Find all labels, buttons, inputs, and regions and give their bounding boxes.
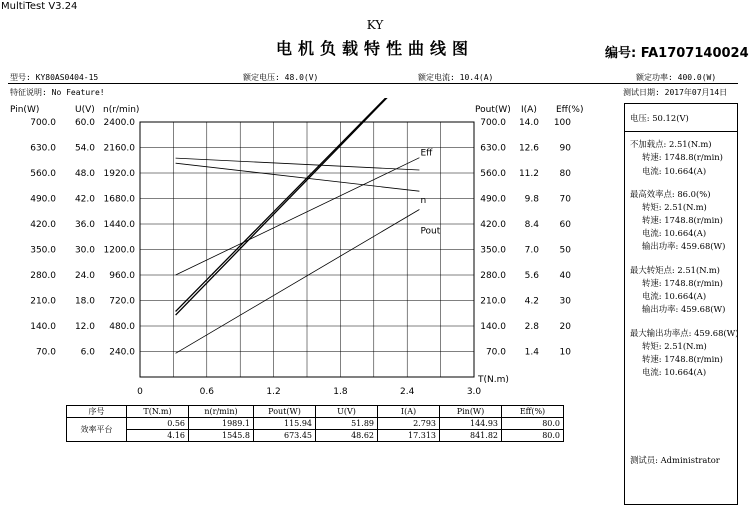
col-header: Pin(W) [440, 406, 502, 418]
header-eff: Eff(%) [556, 105, 584, 115]
tick-label: 210.0 [30, 296, 56, 307]
table-cell: 48.62 [316, 430, 378, 442]
tick-label: 560.0 [480, 169, 506, 179]
max-torque-speed: 转速: 1748.8(r/min) [642, 278, 723, 288]
feature-label: 特征说明: No Feature! [10, 88, 105, 97]
table-cell: 4.16 [127, 430, 189, 442]
tick-label: 2.8 [524, 322, 539, 332]
tick-label: 20 [559, 322, 571, 332]
tick-label: 1680.0 [103, 194, 135, 205]
table-header-row [67, 406, 564, 418]
tick-label: 70 [559, 194, 571, 205]
tick-label: 1200.0 [103, 245, 135, 256]
tick-label: 60.0 [74, 118, 95, 128]
x-tick-label: 0.6 [199, 387, 214, 397]
tick-label: 60 [559, 220, 571, 230]
no-load-speed: 转速: 1748.8(r/min) [642, 152, 723, 162]
tick-label: 960.0 [109, 271, 135, 281]
tick-label: 11.2 [518, 169, 539, 179]
table-cell: 80.0 [502, 418, 564, 430]
tick-label: 12.6 [518, 143, 539, 154]
tick-label: 24.0 [74, 271, 95, 281]
max-eff-torque: 转矩: 2.51(N.m) [642, 202, 707, 212]
series-line [176, 98, 420, 315]
header-i: I(A) [521, 105, 537, 115]
series-label: n [420, 196, 427, 207]
col-header: 序号 [67, 406, 127, 418]
efficiency-table [66, 405, 564, 442]
table-cell: 51.89 [316, 418, 378, 430]
app-title: MultiTest V3.24 [1, 1, 78, 12]
row-label: 效率平台 [67, 418, 127, 442]
table-cell: 1989.1 [189, 418, 254, 430]
tick-label: 80 [559, 169, 571, 179]
tick-label: 30.0 [74, 245, 95, 256]
tick-label: 560.0 [30, 169, 56, 179]
tick-label: 9.8 [524, 194, 539, 205]
table-cell: 115.94 [254, 418, 316, 430]
tick-label: 630.0 [480, 143, 506, 154]
x-tick-label: 1.2 [266, 387, 281, 397]
tick-label: 54.0 [74, 143, 95, 154]
tick-label: 7.0 [524, 245, 539, 256]
info-divider [8, 83, 738, 84]
no-load-title: 不加载点: 2.51(N.m) [630, 139, 712, 149]
tick-label: 6.0 [80, 347, 95, 358]
series-line [176, 98, 420, 311]
tick-label: 2160.0 [103, 143, 135, 154]
series-lines [176, 98, 420, 353]
tick-label: 10 [559, 347, 571, 358]
chart-title: 电机负载特性曲线图 [275, 39, 474, 58]
no-load-current: 电流: 10.664(A) [642, 166, 707, 176]
tick-label: 14.0 [518, 118, 539, 128]
max-torque-power: 输出功率: 459.68(W) [642, 304, 726, 314]
max-power-torque: 转矩: 2.51(N.m) [642, 341, 707, 351]
max-eff-power: 输出功率: 459.68(W) [642, 241, 726, 251]
brand-label: KY [366, 18, 384, 32]
tick-label: 70.0 [485, 347, 506, 358]
tick-label: 630.0 [30, 143, 56, 154]
tick-label: 350.0 [30, 245, 56, 256]
tick-label: 1.4 [524, 347, 539, 358]
characteristic-chart [0, 98, 620, 403]
max-power-speed: 转速: 1748.8(r/min) [642, 354, 723, 364]
tick-label: 70.0 [35, 347, 56, 358]
tick-label: 42.0 [74, 194, 95, 205]
series-label: Eff [420, 148, 433, 159]
tick-label: 700.0 [480, 118, 506, 128]
tick-label: 12.0 [74, 322, 95, 332]
serial-number: 编号: FA1707140024 [605, 46, 749, 61]
tick-label: 36.0 [74, 220, 95, 230]
x-tick-label: 2.4 [400, 387, 415, 397]
col-header: T(N.m) [127, 406, 189, 418]
header-u: U(V) [75, 105, 95, 115]
chart-grid [140, 122, 474, 377]
tick-label: 2400.0 [103, 118, 135, 128]
col-header: I(A) [378, 406, 440, 418]
header-pin: Pin(W) [10, 105, 40, 115]
tick-label: 50 [559, 245, 571, 256]
table-row [67, 418, 564, 430]
header-n: n(r/min) [103, 105, 140, 115]
rated-current-label: 额定电流: 10.4(A) [418, 73, 494, 82]
results-panel [624, 103, 738, 505]
tick-label: 140.0 [30, 322, 56, 332]
tick-label: 420.0 [480, 220, 506, 230]
table-cell: 673.45 [254, 430, 316, 442]
max-torque-current: 电流: 10.664(A) [642, 291, 707, 301]
voltage-value: 电压: 50.12(V) [630, 113, 689, 123]
tick-label: 100 [553, 118, 571, 128]
header-pout: Pout(W) [475, 105, 511, 115]
tick-label: 280.0 [30, 271, 56, 281]
tick-label: 30 [559, 296, 571, 307]
tick-label: 350.0 [480, 245, 506, 256]
tick-label: 280.0 [480, 271, 506, 281]
x-axis-label: T(N.m) [478, 375, 509, 385]
max-eff-current: 电流: 10.664(A) [642, 228, 707, 238]
table-cell: 144.93 [440, 418, 502, 430]
x-tick-label: 0 [137, 387, 143, 397]
right-axis-ticks [480, 118, 571, 358]
table-cell: 841.82 [440, 430, 502, 442]
tick-label: 490.0 [480, 194, 506, 205]
tick-label: 490.0 [30, 194, 56, 205]
table-cell: 1545.8 [189, 430, 254, 442]
left-axis-ticks [30, 118, 135, 358]
tick-label: 40 [559, 271, 571, 281]
max-eff-speed: 转速: 1748.8(r/min) [642, 215, 723, 225]
col-header: Pout(W) [254, 406, 316, 418]
tick-label: 1920.0 [103, 169, 135, 179]
max-power-title: 最大输出功率点: 459.68(W) [630, 328, 739, 338]
tick-label: 700.0 [30, 118, 56, 128]
col-header: n(r/min) [189, 406, 254, 418]
voltage-row [625, 104, 737, 132]
series-label: Pout [420, 226, 441, 237]
x-axis-ticks [137, 387, 481, 397]
tick-label: 1440.0 [103, 220, 135, 230]
series-line [176, 158, 420, 275]
tick-label: 420.0 [30, 220, 56, 230]
table-row [67, 430, 564, 442]
tick-label: 720.0 [109, 296, 135, 307]
x-tick-label: 3.0 [466, 387, 482, 397]
model-label: 型号: KY80AS0404-15 [10, 73, 99, 82]
max-torque-title: 最大转矩点: 2.51(N.m) [630, 265, 720, 275]
table-cell: 0.56 [127, 418, 189, 430]
tick-label: 90 [559, 143, 571, 154]
test-date-label: 测试日期: 2017年07月14日 [623, 88, 728, 97]
tick-label: 8.4 [524, 220, 539, 230]
tester-label: 测试员: Administrator [630, 455, 720, 465]
tick-label: 4.2 [524, 296, 539, 307]
tick-label: 18.0 [74, 296, 95, 307]
rated-voltage-label: 额定电压: 48.0(V) [243, 73, 319, 82]
table-cell: 17.313 [378, 430, 440, 442]
rated-power-label: 额定功率: 400.0(W) [636, 73, 717, 82]
col-header: Eff(%) [502, 406, 564, 418]
series-line [176, 158, 420, 170]
tick-label: 48.0 [74, 169, 95, 179]
tick-label: 140.0 [480, 322, 506, 332]
max-eff-title: 最高效率点: 86.0(%) [630, 189, 711, 199]
tick-label: 240.0 [109, 347, 135, 358]
table-cell: 80.0 [502, 430, 564, 442]
tick-label: 480.0 [109, 322, 135, 332]
x-tick-label: 1.8 [333, 387, 348, 397]
series-labels [420, 98, 440, 237]
col-header: U(V) [316, 406, 378, 418]
tick-label: 5.6 [524, 271, 539, 281]
series-line [176, 210, 420, 354]
table-cell: 2.793 [378, 418, 440, 430]
tick-label: 210.0 [480, 296, 506, 307]
max-power-current: 电流: 10.664(A) [642, 367, 707, 377]
